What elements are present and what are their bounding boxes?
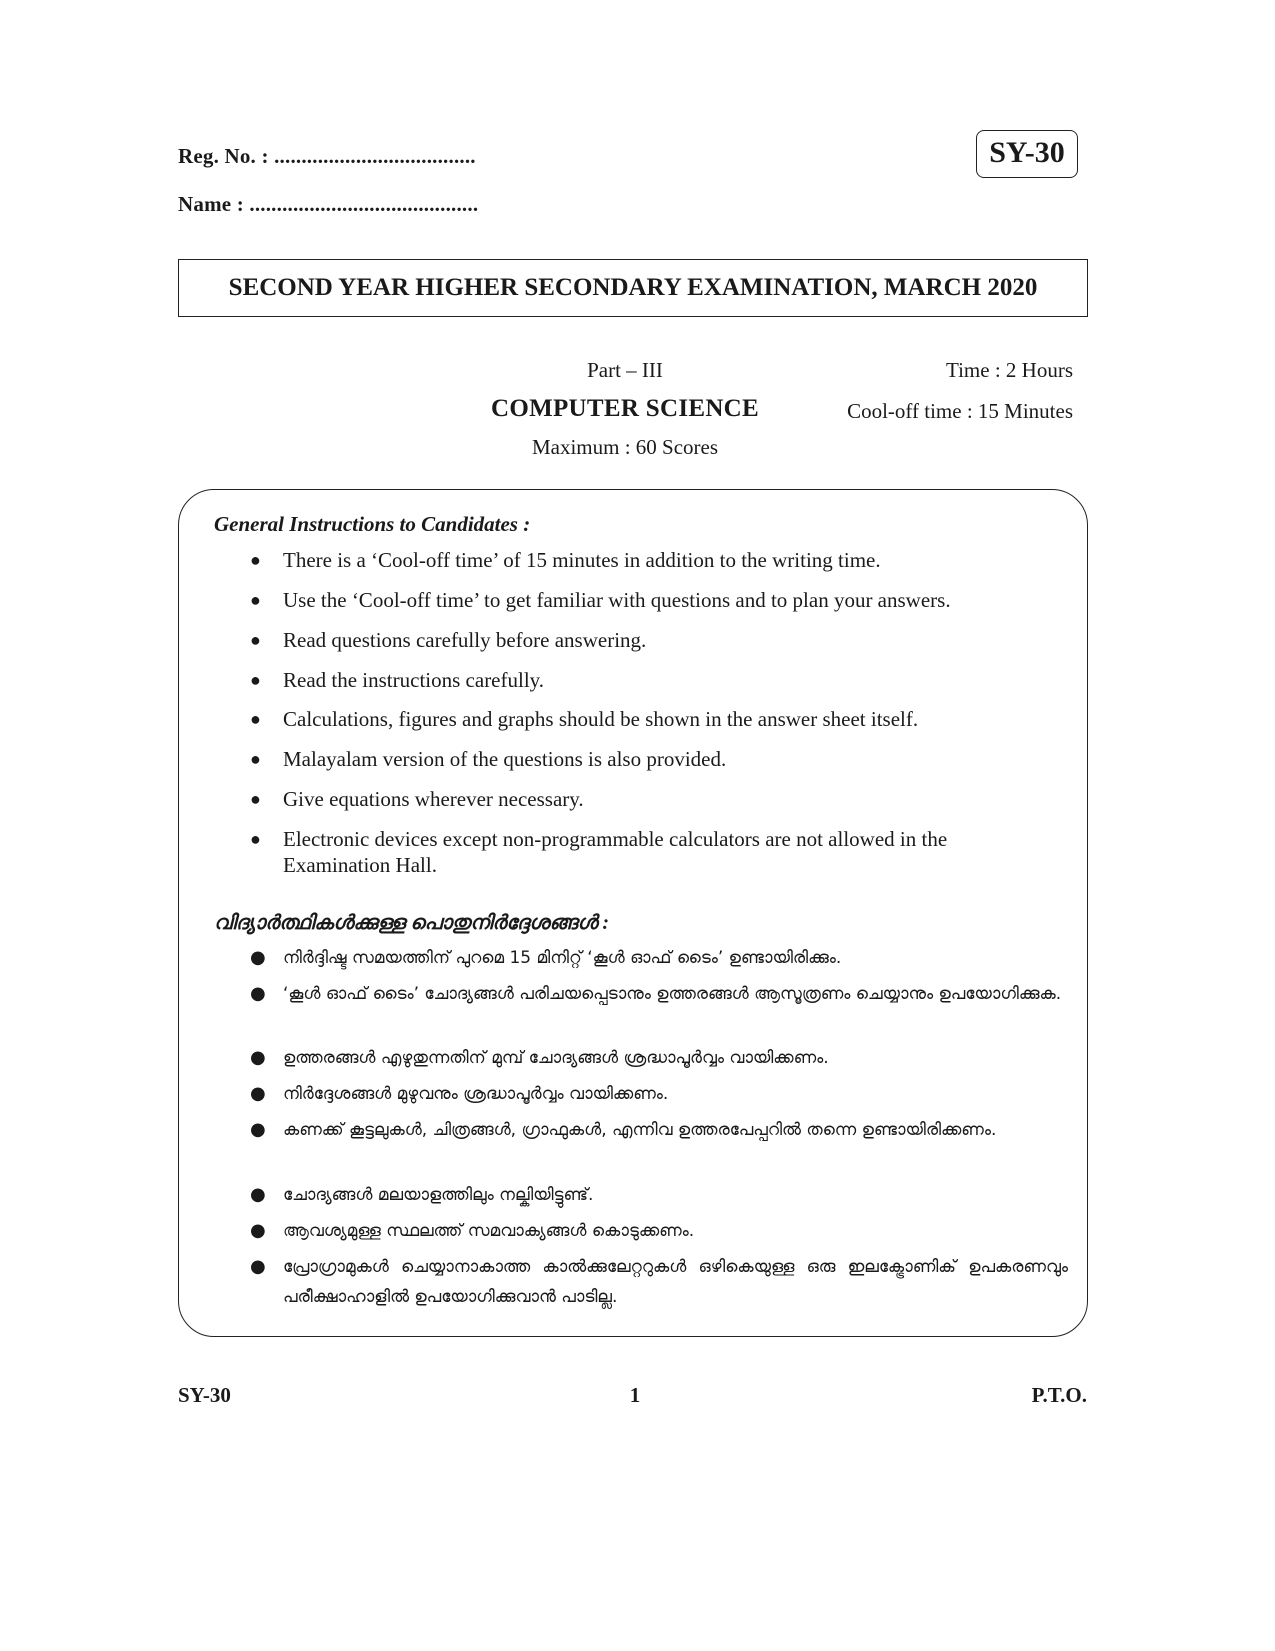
instruction-item [250,786,1068,812]
instruction-text: Use the ‘Cool-off time’ to get familiar with questions and to plan your answers. [283,588,951,612]
instruction-item [250,746,1068,772]
bullet-icon: ● [250,983,266,1004]
exam-title: SECOND YEAR HIGHER SECONDARY EXAMINATION, MARCH 2020 [178,259,1088,317]
malayalam-instruction-item [250,1216,1068,1246]
bullet-icon: ● [250,670,261,690]
instruction-item [250,826,1043,878]
bullet-icon: ● [250,709,261,729]
malayalam-instruction-text: ചോദ്യങ്ങൾ മലയാളത്തിലും നല്കിയിട്ടുണ്ട്. [283,1185,594,1205]
instruction-item [250,547,1068,573]
instruction-text: Electronic devices except non-programmable calculators are not allowed in the Examination Hall. [283,827,948,877]
malayalam-instruction-text: ‘കൂൾ ഓഫ് ടൈം’ ചോദ്യങ്ങൾ പരിചയപ്പെടാനും ഉത്തരങ്ങൾ ആസൂത്രണം ചെയ്യാനും ഉപയോഗിക്കുക. [283,984,1062,1004]
malayalam-instruction-item [250,943,1068,973]
malayalam-instructions-heading: വിദ്യാർത്ഥികൾക്കുള്ള പൊതുനിർദ്ദേശങ്ങൾ : [214,912,610,934]
malayalam-instruction-text: കണക്ക് കൂട്ടലുകൾ, ചിത്രങ്ങൾ, ഗ്രാഫുകൾ, എന്നിവ ഉത്തരപേപ്പറിൽ തന്നെ ഉണ്ടായിരിക്കണം. [283,1120,997,1140]
instruction-text: Read the instructions carefully. [283,668,545,692]
instructions-heading: General Instructions to Candidates : [214,512,531,536]
malayalam-instruction-item [250,1043,1068,1073]
reg-no-field: Reg. No. : ..................................... [178,144,476,168]
pto-label: P.T.O. [1031,1383,1087,1407]
instruction-text: There is a ‘Cool-off time’ of 15 minutes in addition to the writing time. [283,548,881,572]
malayalam-instruction-text: നിർദ്ദേശങ്ങൾ മുഴുവനും ശ്രദ്ധാപൂർവ്വം വായിക്കണം. [283,1084,669,1104]
cool-off-time: Cool-off time : 15 Minutes [847,399,1073,423]
bullet-icon: ● [250,829,261,849]
malayalam-instruction-text: ഉത്തരങ്ങൾ എഴുതുന്നതിന് മുമ്പ് ചോദ്യങ്ങൾ ശ്രദ്ധാപൂർവ്വം വായിക്കണം. [283,1048,829,1068]
paper-code-badge: SY-30 [976,130,1078,178]
bullet-icon: ● [250,1047,266,1068]
subject-title: COMPUTER SCIENCE [490,395,760,422]
bullet-icon: ● [250,1083,266,1104]
instruction-item [250,667,1068,693]
malayalam-instruction-item [250,1180,1068,1210]
instruction-item [250,587,1068,613]
name-field: Name : .......................................... [178,192,479,216]
bullet-icon: ● [250,1119,266,1140]
footer-paper-code: SY-30 [178,1383,231,1407]
malayalam-instruction-item [250,979,1068,1009]
instruction-item [250,706,1068,732]
malayalam-instruction-item [250,1115,1068,1145]
malayalam-instruction-item [250,1252,1068,1312]
bullet-icon: ● [250,1220,266,1241]
bullet-icon: ● [250,1256,266,1277]
bullet-icon: ● [250,789,261,809]
instruction-text: Give equations wherever necessary. [283,787,584,811]
malayalam-instruction-text: ആവശ്യമുള്ള സ്ഥലത്ത് സമവാക്യങ്ങൾ കൊടുക്കണം. [283,1221,695,1241]
bullet-icon: ● [250,947,266,968]
instruction-item [250,627,1068,653]
time-allowed: Time : 2 Hours [946,358,1073,382]
max-scores: Maximum : 60 Scores [531,435,719,459]
instruction-text: Calculations, figures and graphs should be shown in the answer sheet itself. [283,707,919,731]
bullet-icon: ● [250,550,261,570]
malayalam-instruction-text: നിർദ്ദിഷ്ട സമയത്തിന് പുറമെ 15 മിനിറ്റ് ‘കൂൾ ഓഫ് ടൈം’ ഉണ്ടായിരിക്കും. [283,948,842,968]
malayalam-instruction-item [250,1079,1068,1109]
instruction-text: Read questions carefully before answering. [283,628,647,652]
page-number: 1 [629,1383,641,1407]
bullet-icon: ● [250,630,261,650]
malayalam-instruction-text: പ്രോഗ്രാമുകൾ ചെയ്യാനാകാത്ത കാൽക്കുലേറ്ററുകൾ ഒഴികെയുള്ള ഒരു ഇലക്ട്രോണിക് ഉപകരണവും പരീക്ഷാഹാളിൽ ഉപയോഗിക്കുവാൻ പാടില്ല. [283,1257,1068,1307]
bullet-icon: ● [250,1184,266,1205]
bullet-icon: ● [250,590,261,610]
bullet-icon: ● [250,749,261,769]
part-label: Part – III [587,358,663,382]
instruction-text: Malayalam version of the questions is also provided. [283,747,727,771]
